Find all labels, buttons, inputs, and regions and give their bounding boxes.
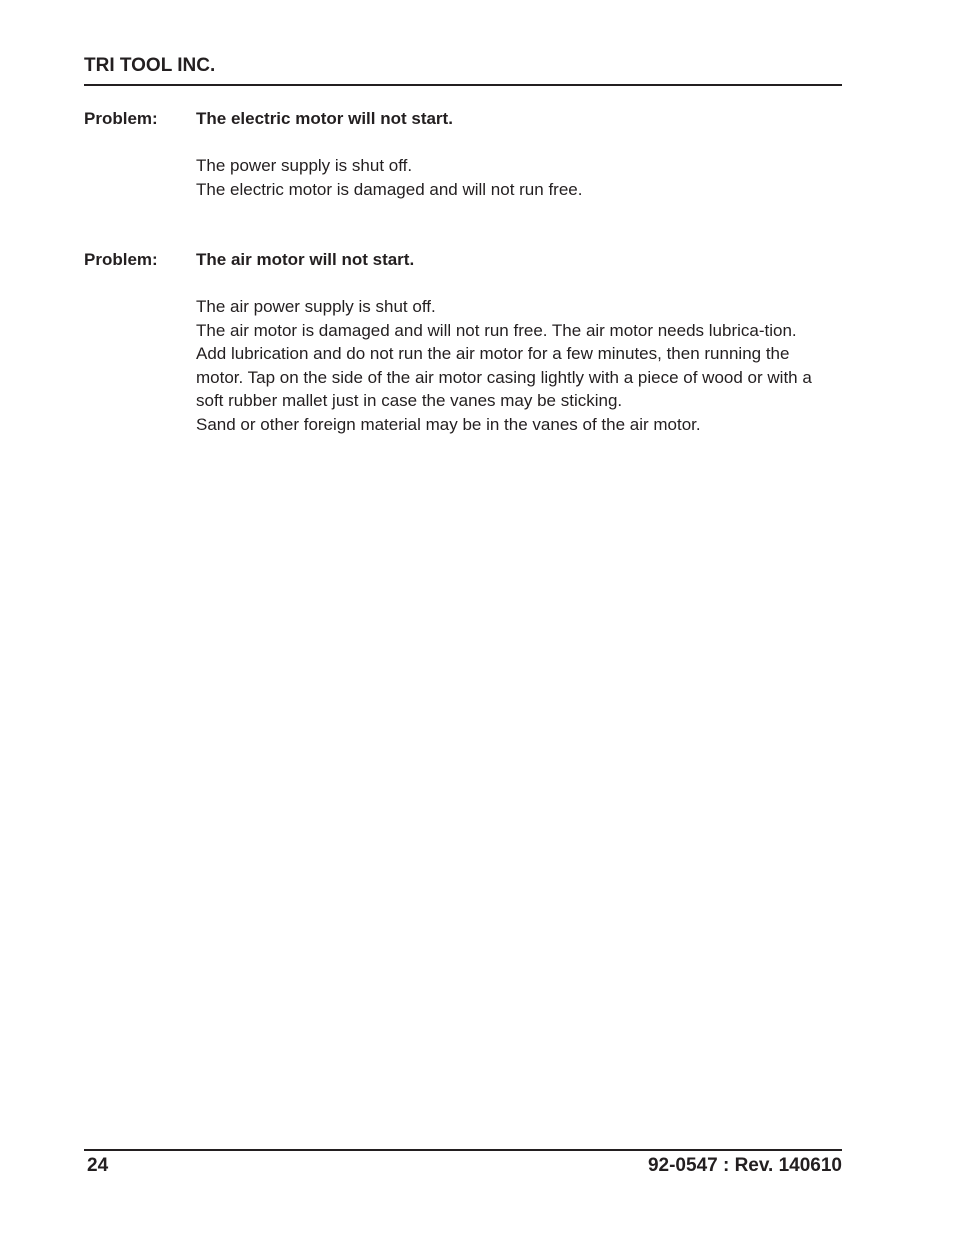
cause-item: Sand or other foreign material may be in the vanes of the air motor. [196, 414, 701, 434]
cause-item: The electric motor is damaged and will not run free. [196, 179, 583, 199]
problem-section-electric-motor [84, 108, 842, 201]
cause-list [196, 154, 840, 201]
page-header [84, 54, 842, 78]
page-footer [84, 1154, 842, 1178]
problem-label: Problem: [84, 250, 158, 269]
cause-item: The air power supply is shut off. [196, 297, 436, 316]
cause-list [196, 295, 840, 436]
problem-heading [84, 249, 842, 271]
problem-heading [84, 108, 842, 130]
company-name: TRI TOOL INC. [84, 55, 216, 76]
page-number: 24 [87, 1155, 109, 1176]
problem-label: Problem: [84, 109, 158, 128]
footer-divider [84, 1149, 842, 1151]
problem-section-air-motor [84, 249, 842, 436]
cause-item: The power supply is shut off. [196, 156, 413, 175]
problem-title: The air motor will not start. [196, 250, 415, 269]
problem-title: The electric motor will not start. [196, 109, 453, 128]
header-divider [84, 84, 842, 86]
cause-item: The air motor is damaged and will not run free. The air motor needs lubrica-tion. [196, 320, 797, 340]
cause-item: Add lubrication and do not run the air motor for a few minutes, then running the motor. Tap on the side of the air motor casing lightly with a piece of wood or with a soft rubber mallet just in case the vanes may be sticking. [196, 344, 812, 410]
document-revision: 92-0547 : Rev. 140610 [647, 1155, 842, 1176]
